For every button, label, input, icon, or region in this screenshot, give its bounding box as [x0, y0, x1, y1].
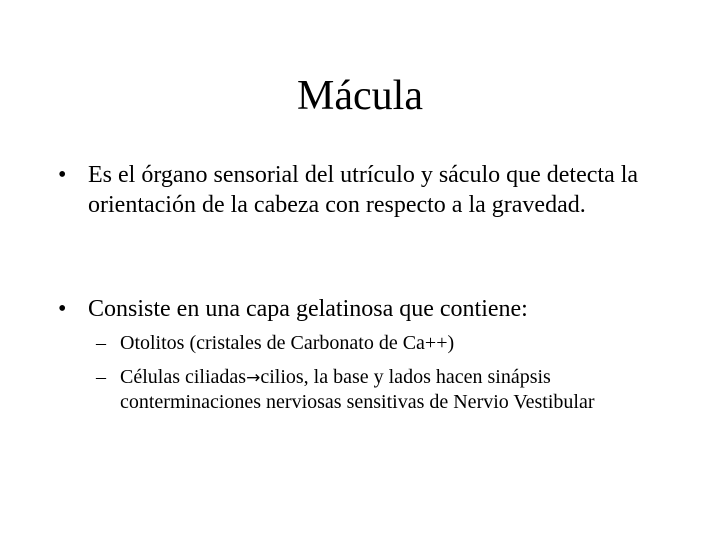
slide-title: Mácula — [297, 73, 423, 119]
sub-bullet-text: Otolitos (cristales de Carbonato de Ca++) — [120, 332, 455, 354]
sub-bullet-marker: – — [96, 332, 106, 354]
sub-bullet-marker: – — [96, 366, 106, 388]
arrow-right-icon: → — [246, 368, 261, 388]
bullet-text: Es el órgano sensorial del utrículo y sáculo que detecta la orientación de la cabeza con respecto a la gravedad. — [88, 162, 639, 218]
sub-bullet-text-part: Células ciliadas — [120, 366, 247, 388]
bullet-marker: • — [58, 162, 67, 188]
bullet-marker: • — [58, 296, 67, 322]
bullet-text: Consiste en una capa gelatinosa que contiene: — [88, 296, 528, 322]
sub-bullet-text-part: cilios, la base y lados hacen sinápsis conterminaciones nerviosas sensitivas de Nervio Vestibular — [120, 366, 595, 413]
sub-bullet-text — [120, 365, 676, 414]
